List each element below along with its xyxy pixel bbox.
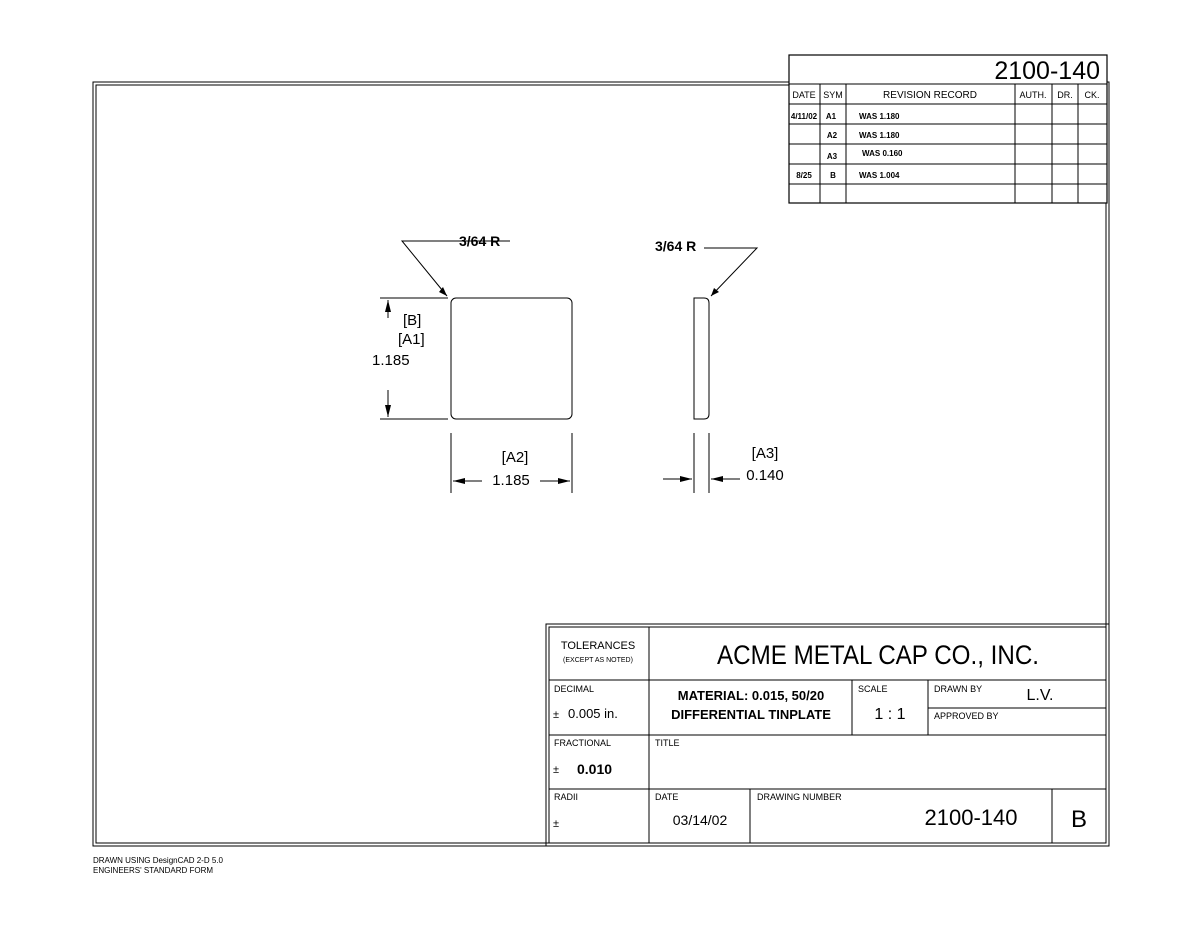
drawn-by-value: L.V. (1026, 687, 1054, 704)
plus-minus-symbol: ± (553, 764, 560, 776)
title-block (546, 624, 1109, 846)
rev-header-record: REVISION RECORD (883, 90, 977, 101)
rev-header-auth: AUTH. (1019, 90, 1047, 100)
drawing-number-label: DRAWING NUMBER (757, 792, 842, 802)
rev-row-sym: A3 (826, 152, 838, 161)
rev-row-sym: B (830, 171, 836, 180)
dim-ref-a1: [A1] (398, 331, 425, 348)
part-outline-side (694, 298, 709, 419)
date-label: DATE (655, 792, 679, 802)
dim-ref-b: [B] (403, 312, 422, 329)
rev-header-dr: DR. (1057, 90, 1073, 100)
rev-row-date: 8/25 (796, 171, 812, 180)
company-name: ACME METAL CAP CO., INC. (717, 640, 1039, 670)
material-line-1: MATERIAL: 0.015, 50/20 (677, 688, 825, 703)
date-value: 03/14/02 (672, 812, 728, 828)
fractional-tolerance-value: 0.010 (577, 761, 613, 777)
rev-row-record: WAS 0.160 (862, 149, 903, 158)
decimal-label: DECIMAL (554, 684, 595, 694)
radius-leader-front (402, 241, 510, 296)
plus-minus-symbol: ± (553, 818, 560, 830)
scale-value: 1 : 1 (874, 706, 906, 723)
drawn-by-label: DRAWN BY (934, 684, 983, 694)
rev-header-ck: CK. (1084, 90, 1100, 100)
tolerances-label: TOLERANCES (560, 640, 636, 652)
rev-header-sym: SYM (823, 90, 843, 100)
revision-letter: B (1070, 806, 1088, 833)
scale-label: SCALE (858, 684, 888, 694)
footer-form-note: ENGINEERS' STANDARD FORM (93, 866, 214, 875)
drawing-number-value: 2100-140 (924, 805, 1018, 830)
rev-row-sym: A2 (826, 131, 838, 140)
part-outline-front (451, 298, 572, 419)
rev-row-record: WAS 1.004 (859, 171, 900, 180)
rev-row-date: 4/11/02 (790, 112, 818, 121)
radius-note-front: 3/64 R (459, 233, 501, 249)
dim-ref-a2: [A2] (501, 449, 529, 466)
front-view (372, 233, 572, 493)
rev-row-record: WAS 1.180 (859, 131, 900, 140)
dim-ref-a3: [A3] (751, 445, 779, 462)
material-line-2: DIFFERENTIAL TINPLATE (671, 707, 831, 722)
dim-value-thickness: 0.140 (746, 467, 784, 484)
plus-minus-symbol: ± (553, 709, 560, 721)
rev-row-record: WAS 1.180 (859, 112, 900, 121)
revision-drawing-number: 2100-140 (994, 57, 1100, 85)
side-view (655, 238, 784, 493)
title-label: TITLE (655, 738, 680, 748)
rev-header-date: DATE (792, 90, 816, 100)
radius-note-side: 3/64 R (655, 238, 697, 254)
radius-leader-side (704, 248, 757, 296)
fractional-label: FRACTIONAL (554, 738, 612, 748)
rev-row-sym: A1 (825, 112, 837, 121)
dim-value-height: 1.185 (372, 352, 410, 369)
tolerances-note: (EXCEPT AS NOTED) (563, 657, 633, 664)
footer-software-note: DRAWN USING DesignCAD 2-D 5.0 (93, 856, 223, 865)
dim-value-width: 1.185 (492, 472, 530, 489)
approved-by-label: APPROVED BY (934, 711, 999, 721)
radii-label: RADII (554, 792, 579, 802)
revision-block (789, 55, 1107, 203)
decimal-tolerance-value: 0.005 in. (568, 706, 618, 721)
